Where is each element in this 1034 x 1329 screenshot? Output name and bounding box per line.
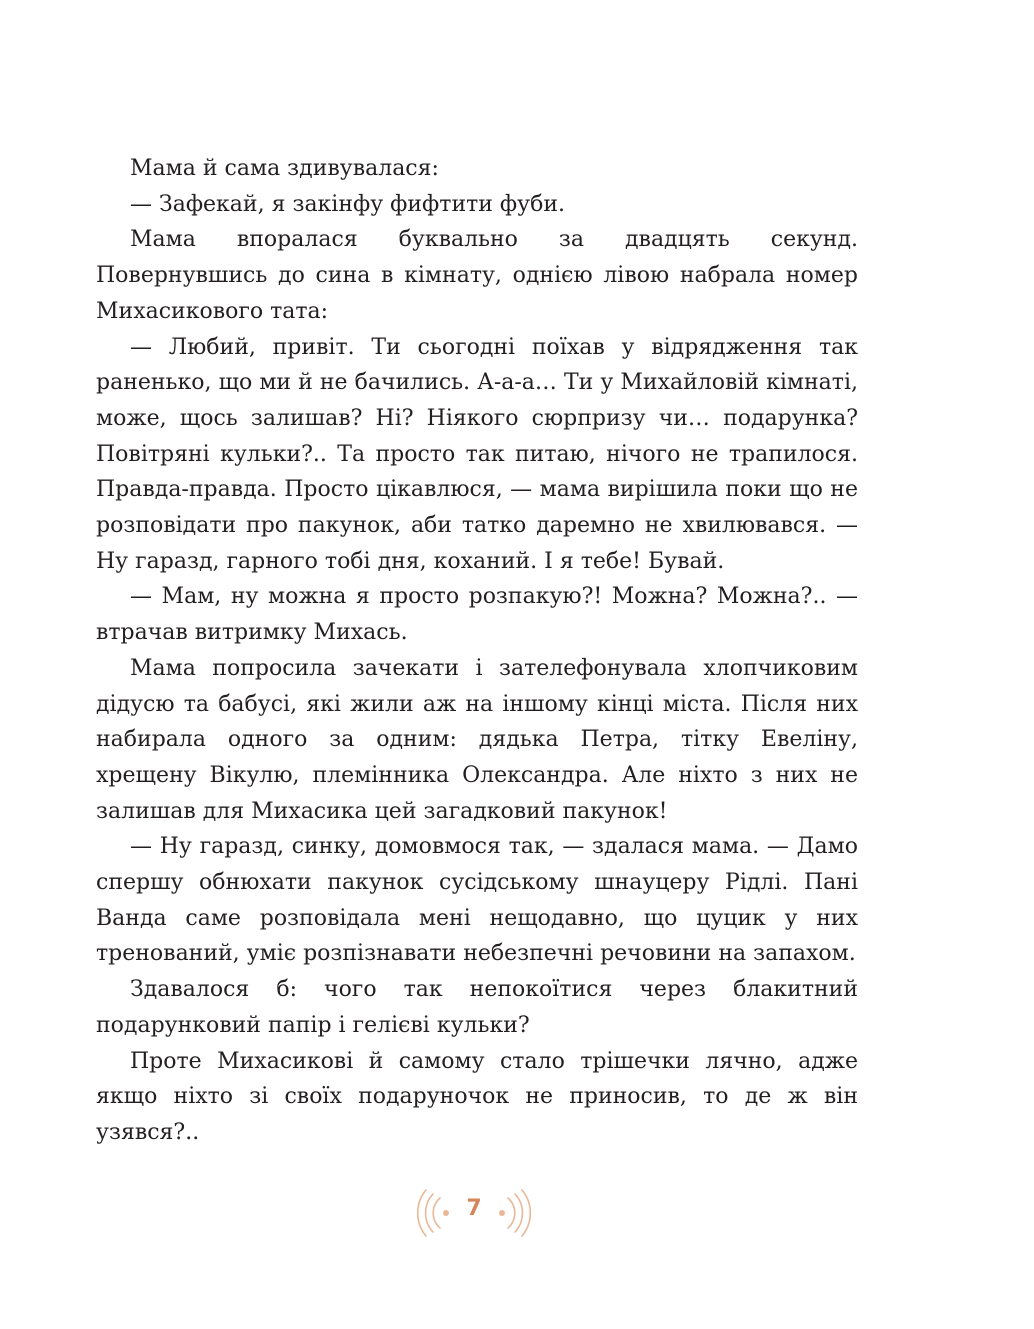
paragraph-2: — Зафекай, я закінфу фифтити фуби. — [130, 191, 565, 217]
paragraph-5: — Мам, ну можна я просто розпакую?! Можна? Можна?.. — втрачав витримку Михась. — [96, 584, 858, 646]
paragraph-4: — Любий, привіт. Ти сьогодні поїхав у відрядження так раненько, що ми й не бачились. А-а-а… Ти у Михайловій кімнаті, може, щось залишав? Ні? Ніякого сюрпризу чи… подарунка? Повітряні кульки?.. Та просто так питаю, нічого не трапилося. Правда-правда. Просто цікавлюся, — мама вирішила поки що не розповідати про пакунок, аби татко даремно не хвилювався. — Ну гаразд, гарного тобі дня, коханий. І я тебе! Бувай. — [96, 334, 858, 574]
paragraph-8: Здавалося б: чого так непокоїтися через блакитний подарунковий папір і гелієві кульки? — [96, 977, 858, 1038]
paragraph-6: Мама попросила зачекати і зателефонувала хлопчиковим дідусю та бабусі, які жили аж на іншому кінці міста. Після них набирала одного за одним: дядька Петра, тітку Евеліну, хрещену Вікулю, племінника Олександра. Але ніхто з них не залишав для Михасика цей загадковий пакунок! — [96, 655, 858, 824]
body-text — [96, 151, 858, 1151]
paragraph-3: Мама впоралася буквально за двадцять секунд. Повернувшись до сина в кімнату, однією лівою набрала номер Михасикового тата: — [96, 227, 858, 324]
page-number: 7 — [466, 1196, 482, 1221]
paragraph-1: Мама й сама здивувалася: — [130, 156, 439, 181]
page-number-ornament — [404, 1182, 544, 1244]
paragraph-9: Проте Михасикові й самому стало трішечки лячно, адже якщо ніхто зі своїх подаруночок не приносив, то де ж він узявся?.. — [96, 1048, 858, 1145]
paragraph-7: — Ну гаразд, синку, домовмося так, — здалася мама. — Дамо спершу обнюхати пакунок сусідському шнауцеру Рідлі. Пані Ванда саме розповідала мені нещодавно, що цуцик у них тренований, уміє розпізнавати небезпечні речовини на запахом. — [96, 834, 858, 967]
